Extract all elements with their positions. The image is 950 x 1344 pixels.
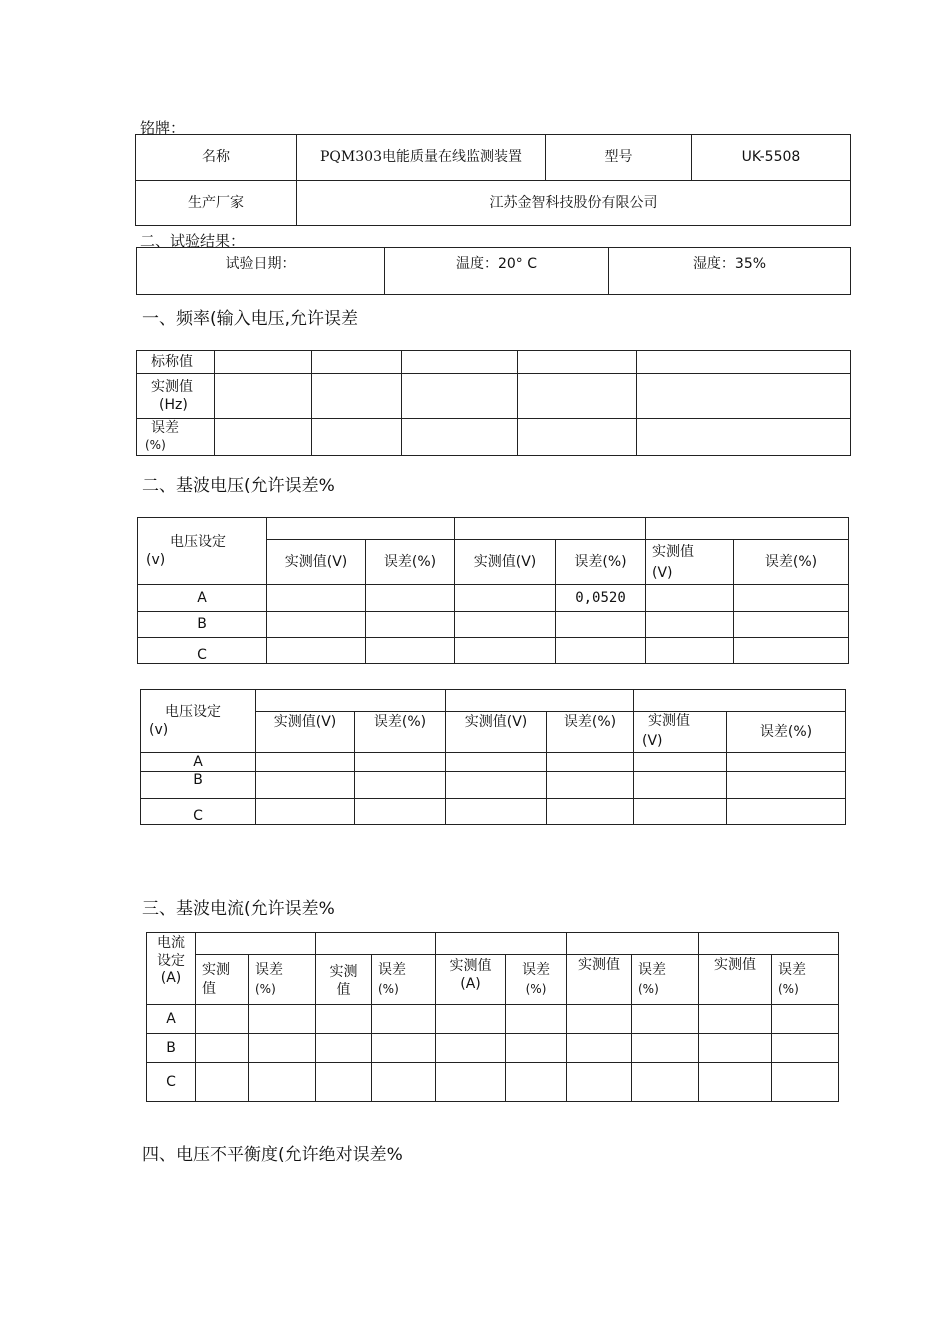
volt1-phase-a: A bbox=[138, 585, 267, 612]
current-setting-2: 设定 bbox=[157, 952, 185, 969]
name-label: 名称 bbox=[136, 135, 297, 181]
volt1-measured-1: 实测值(V) bbox=[267, 540, 366, 585]
test-date: 试验日期： bbox=[137, 248, 385, 295]
volt2-error-2: 误差(%) bbox=[547, 712, 634, 753]
volt2-measured-3-text: 实测值 bbox=[648, 713, 690, 730]
current-e2-a: 误差 bbox=[378, 962, 406, 979]
volt2-error-1: 误差(%) bbox=[355, 712, 446, 753]
current-heading: 三、基波电流(允许误差% bbox=[142, 899, 335, 919]
volt2-measured-2: 实测值(V) bbox=[446, 712, 547, 753]
current-measured-3 bbox=[436, 955, 506, 1005]
results-label: 二、试验结果： bbox=[140, 232, 246, 250]
current-e3-a: 误差 bbox=[522, 962, 550, 979]
volt2-error-3: 误差(%) bbox=[727, 712, 846, 753]
freq-measured-text: 实测值 bbox=[151, 378, 193, 395]
volt1-measured-3-unit: (V) bbox=[652, 565, 673, 581]
volt2-phase-b: B bbox=[141, 772, 256, 799]
maker-label: 生产厂家 bbox=[136, 181, 297, 226]
current-phase-c: C bbox=[147, 1063, 196, 1102]
current-measured-5: 实测值 bbox=[699, 955, 772, 1005]
current-e1-a: 误差 bbox=[255, 962, 283, 979]
volt1-measured-3 bbox=[646, 540, 734, 585]
volt2-phase-c: C bbox=[141, 799, 256, 825]
volt1-measured-3-text: 实测值 bbox=[652, 544, 694, 560]
volt2-measured-3-unit: (V) bbox=[642, 733, 663, 749]
volt1-a-error-2: 0,0520 bbox=[556, 585, 646, 612]
current-setting-3: (A) bbox=[160, 970, 182, 986]
current-error-5 bbox=[772, 955, 839, 1005]
volt-heading: 二、基波电压(允许误差% bbox=[142, 476, 335, 496]
current-m2-a: 实测 bbox=[329, 964, 358, 980]
freq-measured-label bbox=[137, 374, 215, 419]
freq-error-label bbox=[137, 419, 215, 456]
current-m1-a: 实测 bbox=[202, 962, 230, 979]
current-measured-4: 实测值 bbox=[567, 955, 632, 1005]
current-e1-b: (%) bbox=[255, 981, 276, 996]
freq-heading: 一、频率(输入电压,允许误差 bbox=[142, 309, 359, 329]
current-phase-b: B bbox=[147, 1034, 196, 1063]
current-setting-1: 电流 bbox=[157, 935, 185, 951]
current-error-2 bbox=[372, 955, 436, 1005]
model-label: 型号 bbox=[546, 135, 692, 181]
volt2-setting-header bbox=[141, 690, 256, 753]
volt1-phase-b: B bbox=[138, 612, 267, 638]
volt1-unit-text: (v) bbox=[146, 552, 166, 568]
unbalance-heading: 四、电压不平衡度(允许绝对误差% bbox=[142, 1145, 403, 1165]
current-e4-a: 误差 bbox=[638, 962, 666, 979]
volt1-measured-2: 实测值(V) bbox=[455, 540, 556, 585]
volt-table-2 bbox=[140, 689, 846, 825]
current-table bbox=[146, 932, 839, 1102]
volt2-phase-a: A bbox=[141, 753, 256, 772]
results-table bbox=[136, 247, 851, 295]
current-error-1 bbox=[249, 955, 316, 1005]
current-m2-b: 值 bbox=[336, 982, 351, 999]
freq-nominal-label: 标称值 bbox=[137, 351, 215, 374]
nameplate-table bbox=[135, 134, 851, 226]
freq-error-unit: (%) bbox=[145, 438, 166, 452]
volt1-error-1: 误差(%) bbox=[366, 540, 455, 585]
current-e3-b: (%) bbox=[525, 981, 547, 996]
current-e4-b: (%) bbox=[638, 981, 659, 996]
freq-error-text: 误差 bbox=[151, 420, 179, 437]
volt1-setting-header bbox=[138, 518, 267, 585]
current-measured-1 bbox=[196, 955, 249, 1005]
volt1-phase-c: C bbox=[138, 638, 267, 664]
current-m3-a: 实测值 bbox=[449, 958, 492, 974]
name-value: PQM303电能质量在线监测装置 bbox=[297, 135, 546, 181]
volt2-measured-1: 实测值(V) bbox=[256, 712, 355, 753]
current-measured-2 bbox=[316, 955, 372, 1005]
freq-unit-text: (Hz) bbox=[159, 397, 188, 413]
current-e5-a: 误差 bbox=[778, 962, 806, 979]
current-e5-b: (%) bbox=[778, 981, 799, 996]
current-phase-a: A bbox=[147, 1005, 196, 1034]
current-setting-header bbox=[147, 933, 196, 1005]
volt2-setting-text: 电压设定 bbox=[165, 703, 221, 720]
volt-table-1 bbox=[137, 517, 849, 664]
volt2-measured-3 bbox=[634, 712, 727, 753]
maker-value: 江苏金智科技股份有限公司 bbox=[297, 181, 851, 226]
model-value: UK-5508 bbox=[692, 135, 851, 181]
current-m3-b: (A) bbox=[460, 976, 481, 993]
freq-table bbox=[136, 350, 851, 456]
current-e2-b: (%) bbox=[378, 981, 399, 996]
nameplate-label: 铭牌： bbox=[140, 119, 186, 137]
volt2-unit-text: (v) bbox=[149, 722, 169, 738]
temperature: 温度：20° C bbox=[385, 248, 609, 295]
volt1-error-3: 误差(%) bbox=[734, 540, 849, 585]
volt1-error-2: 误差(%) bbox=[556, 540, 646, 585]
humidity: 湿度：35% bbox=[609, 248, 851, 295]
volt1-setting-text: 电压设定 bbox=[170, 533, 226, 550]
current-error-4 bbox=[632, 955, 699, 1005]
current-m1-b: 值 bbox=[202, 980, 216, 997]
current-error-3 bbox=[506, 955, 567, 1005]
